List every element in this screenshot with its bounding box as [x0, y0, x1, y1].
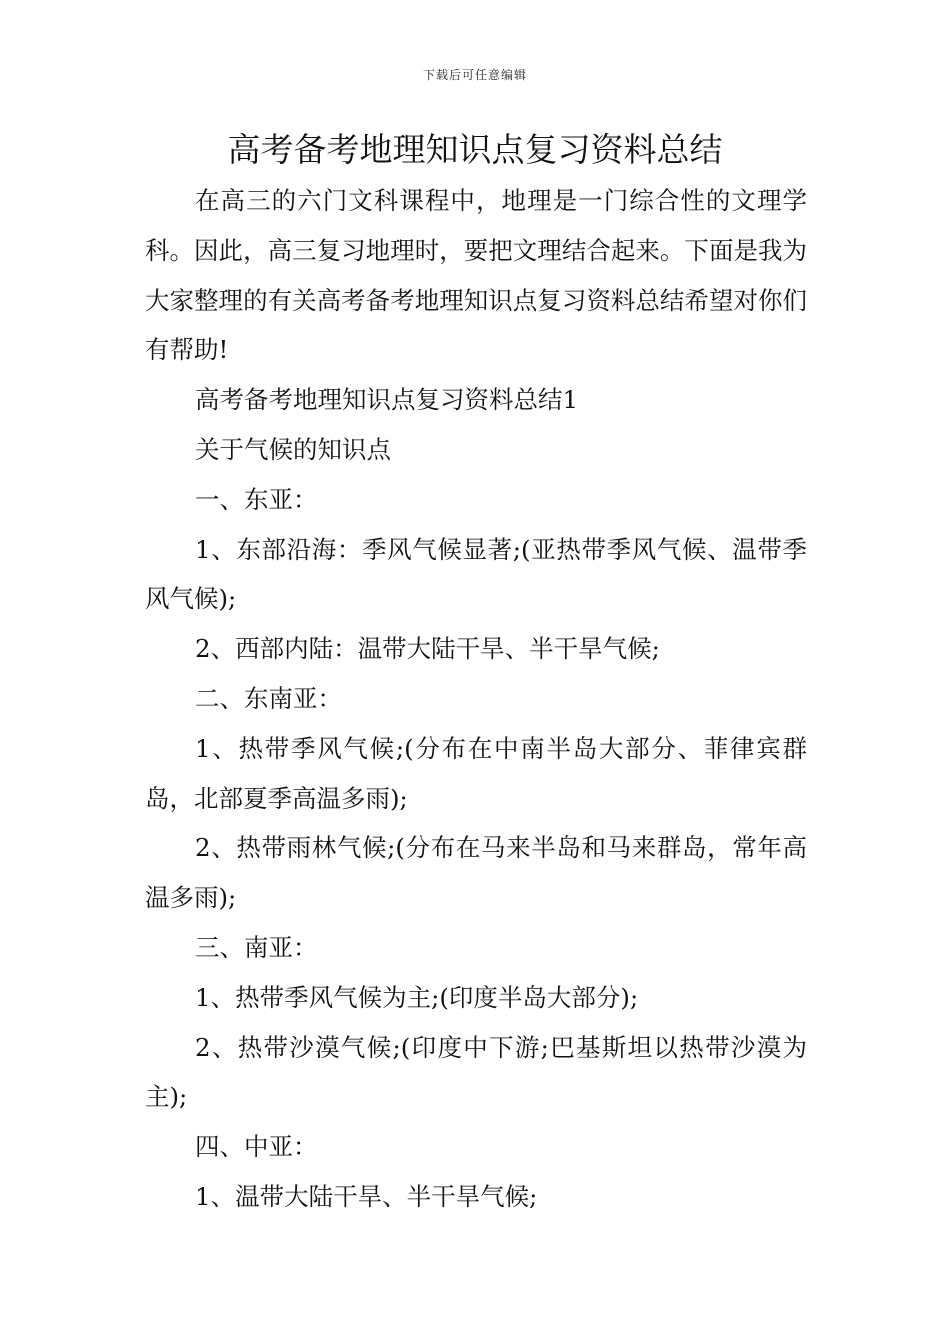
- region-heading-south-asia: 三、南亚：: [195, 932, 318, 962]
- list-item: 1、温带大陆干旱、半干旱气候;: [195, 1181, 538, 1211]
- list-item: 2、热带雨林气候;(分布在马来半岛和马来群岛，常年高温多雨);: [145, 833, 807, 913]
- header-note: 下载后可任意编辑: [422, 68, 527, 82]
- list-item: 2、西部内陆：温带大陆干旱、半干旱气候;: [195, 634, 660, 664]
- topic-heading: 关于气候的知识点: [195, 434, 391, 464]
- document-title: 高考备考地理知识点复习资料总结: [227, 130, 723, 169]
- intro-paragraph: 在高三的六门文科课程中，地理是一门综合性的文理学科。因此，高三复习地理时，要把文理结合起来。下面是我为大家整理的有关高考备考地理知识点复习资料总结希望对你们有帮助!: [145, 186, 807, 365]
- list-item: 1、热带季风气候为主;(印度半岛大部分);: [195, 982, 639, 1012]
- list-item: 1、东部沿海：季风气候显著;(亚热带季风气候、温带季风气候);: [145, 534, 807, 614]
- region-heading-central-asia: 四、中亚：: [195, 1132, 318, 1162]
- document-body: [145, 176, 807, 1222]
- list-item: 2、热带沙漠气候;(印度中下游;巴基斯坦以热带沙漠为主);: [145, 1032, 807, 1112]
- region-heading-east-asia: 一、东亚：: [195, 484, 318, 514]
- list-item: 1、热带季风气候;(分布在中南半岛大部分、菲律宾群岛，北部夏季高温多雨);: [145, 733, 807, 813]
- section-heading: 高考备考地理知识点复习资料总结1: [195, 385, 579, 415]
- region-heading-southeast-asia: 二、东南亚：: [195, 683, 342, 713]
